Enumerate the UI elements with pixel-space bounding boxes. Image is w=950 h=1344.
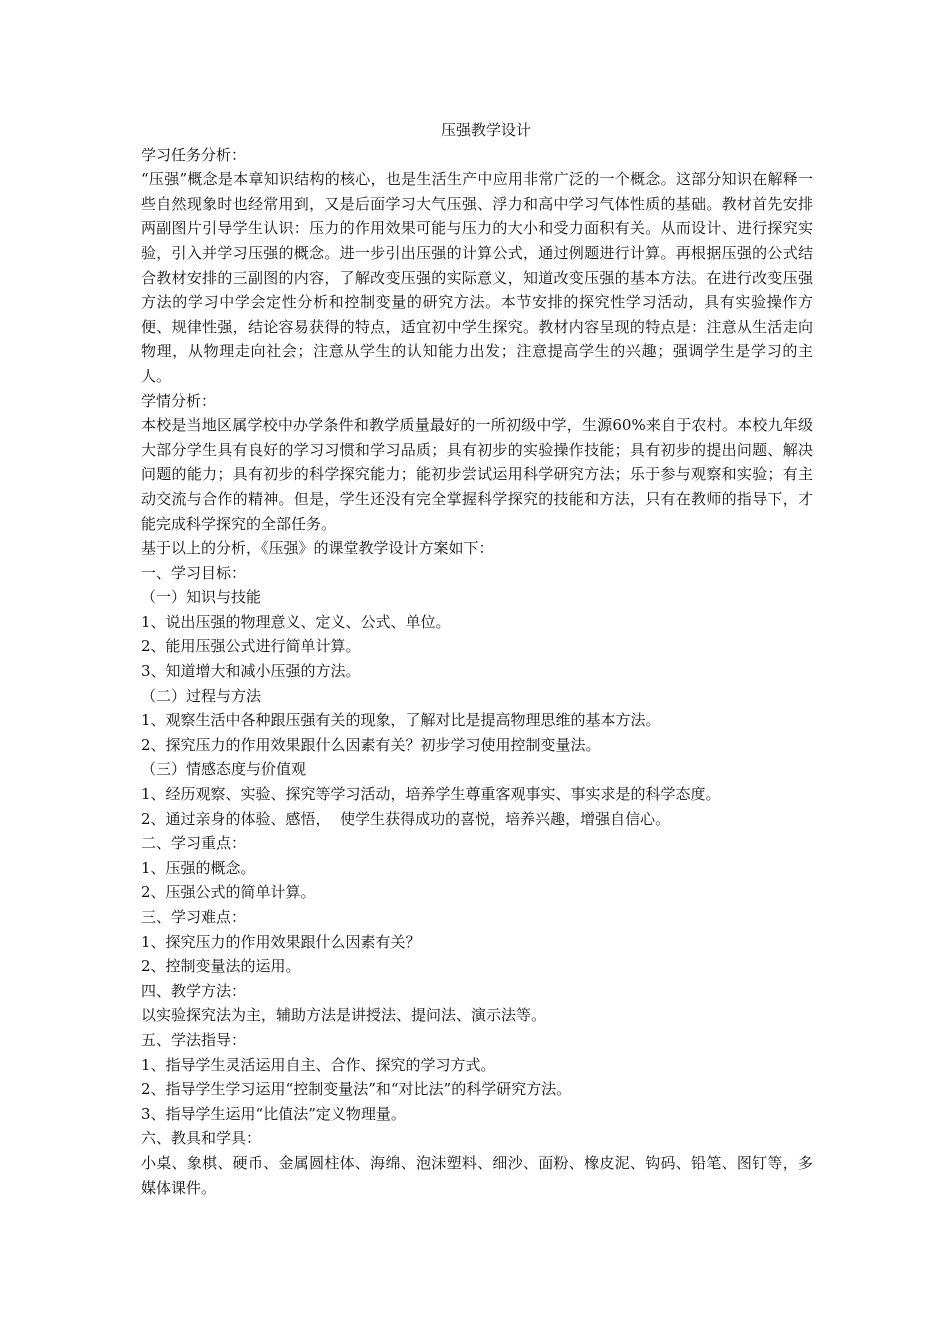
teaching-methods-text: 以实验探究法为主，辅助方法是讲授法、提问法、演示法等。: [141, 1006, 547, 1025]
list-item: 2、控制变量法的运用。: [141, 957, 301, 976]
section-teaching-methods-heading: 四、教学方法：: [141, 981, 247, 1000]
subsection-knowledge-skills: （一）知识与技能: [141, 588, 262, 607]
list-item: 1、指导学生灵活运用自主、合作、探究的学习方式。: [141, 1055, 496, 1074]
student-analysis-paragraph: 本校是当地区属学校中办学条件和教学质量最好的一所初级中学，生源60%来自于农村。本校九年级大部分学生具有良好的学习习惯和学习品质；具有初步的实验操作技能；具有初步的提出问题、解决问题的能力；具有初步的科学探究能力；能初步尝试运用科学研究方法；乐于参与观察和实验；有主动交流与合作的精神。但是，学生还没有完全掌握科学探究的技能和方法，只有在教师的指导下，才能完成科学探究的全部任务。: [141, 416, 813, 533]
list-item: 2、通过亲身的体验、感悟， 使学生获得成功的喜悦，培养兴趣，增强自信心。: [141, 809, 671, 828]
document-title: 压强教学设计: [440, 121, 531, 139]
design-intro: 基于以上的分析，《压强》的课堂教学设计方案如下：: [141, 539, 494, 558]
section-objectives-heading: 一、学习目标：: [141, 563, 247, 582]
subsection-attitudes-values: （三）情感态度与价值观: [141, 760, 307, 779]
list-item: 2、探究压力的作用效果跟什么因素有关？初步学习使用控制变量法。: [141, 735, 601, 754]
list-item: 1、探究压力的作用效果跟什么因素有关？: [141, 932, 421, 951]
list-item: 1、观察生活中各种跟压强有关的现象，了解对比是提高物理思维的基本方法。: [141, 711, 661, 730]
section-difficulties-heading: 三、学习难点：: [141, 908, 247, 926]
list-item: 3、指导学生运用“比值法”定义物理量。: [141, 1104, 406, 1123]
list-item: 1、说出压强的物理意义、定义、公式、单位。: [141, 612, 451, 631]
list-item: 3、知道增大和减小压强的方法。: [141, 662, 361, 681]
list-item: 2、压强公式的简单计算。: [141, 883, 316, 902]
list-item: 2、能用压强公式进行简单计算。: [141, 637, 361, 656]
section-materials-heading: 六、教具和学具：: [141, 1129, 262, 1148]
section-key-points-heading: 二、学习重点：: [141, 834, 247, 853]
list-item: 2、指导学生学习运用“控制变量法”和“对比法”的科学研究方法。: [141, 1080, 572, 1099]
materials-text: 小桌、象棋、硬币、金属圆柱体、海绵、泡沫塑料、细沙、面粉、橡皮泥、钩码、铅笔、图钉等，多媒体课件。: [141, 1153, 813, 1197]
task-analysis-heading: 学习任务分析：: [141, 145, 247, 164]
task-analysis-paragraph: “压强”概念是本章知识结构的核心，也是生活生产中应用非常广泛的一个概念。这部分知识在解释一些自然现象时也经常用到，又是后面学习大气压强、浮力和高中学习气体性质的基础。教材首先安排两副图片引导学生认识：压力的作用效果可能与压力的大小和受力面积有关。从而设计、进行探究实验，引入并学习压强的概念。进一步引出压强的计算公式，通过例题进行计算。再根据压强的公式结合教材安排的三副图的内容，了解改变压强的实际意义，知道改变压强的基本方法。在进行改变压强方法的学习中学会定性分析和控制变量的研究方法。本节安排的探究性学习活动，具有实验操作方便、规律性强，结论容易获得的特点，适宜初中学生探究。教材内容呈现的特点是：注意从生活走向物理，从物理走向社会；注意从学生的认知能力出发；注意提高学生的兴趣；强调学生是学习的主人。: [141, 170, 813, 385]
subsection-process-methods: （二）过程与方法: [141, 686, 262, 705]
document-page: [141, 118, 813, 1200]
section-learning-guidance-heading: 五、学法指导：: [141, 1030, 247, 1049]
student-analysis-heading: 学情分析：: [141, 391, 217, 410]
list-item: 1、压强的概念。: [141, 858, 256, 877]
list-item: 1、经历观察、实验、探究等学习活动，培养学生尊重客观事实、事实求是的科学态度。: [141, 785, 721, 804]
